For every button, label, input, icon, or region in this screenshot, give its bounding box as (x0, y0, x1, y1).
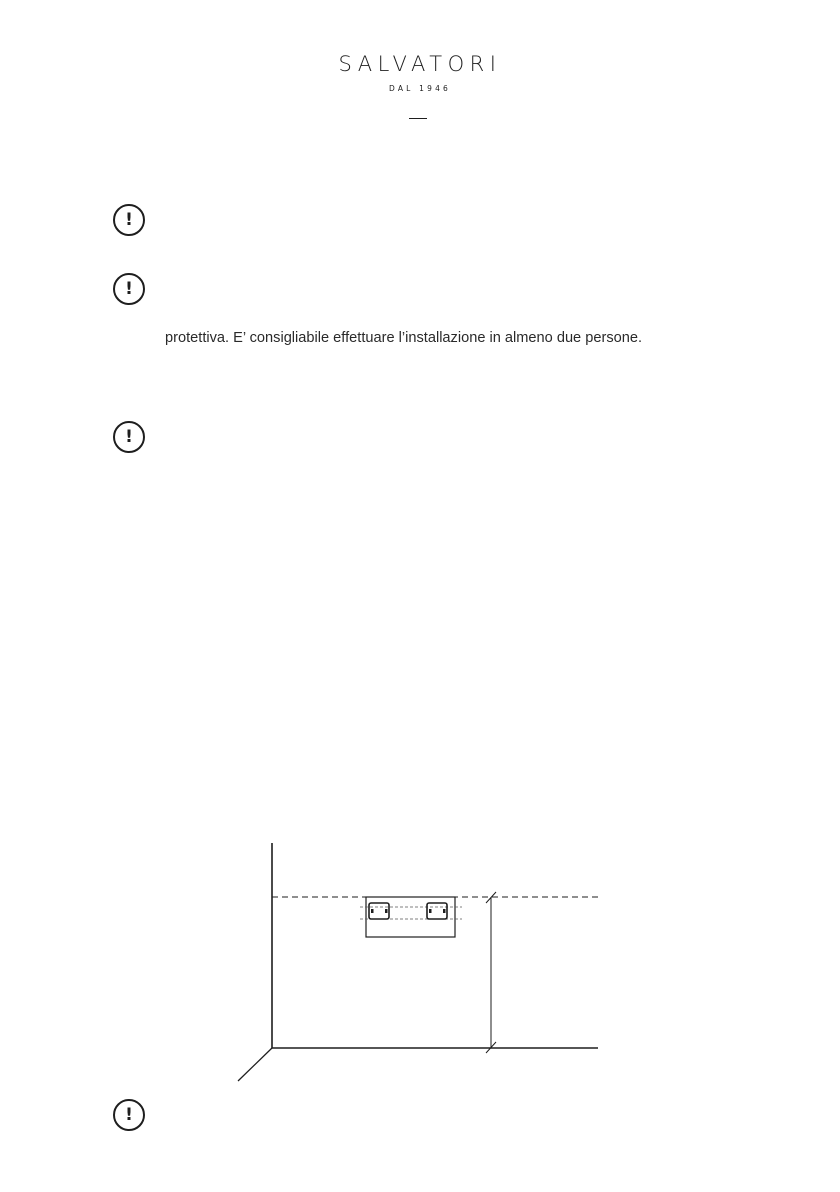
bracket-right-hole (443, 909, 446, 913)
warning-icon-2: ! (113, 273, 145, 305)
warning-icon-4: ! (113, 1099, 145, 1131)
bracket-left-hole (371, 909, 374, 913)
warning-icon-3: ! (113, 421, 145, 453)
floor-diagonal-line (238, 1048, 272, 1081)
warning-icon-1: ! (113, 204, 145, 236)
bracket-left-hole (385, 909, 388, 913)
brand-logo: SALVATORI (338, 52, 502, 76)
brand-tagline: DAL 1946 (388, 84, 452, 93)
bracket-right-hole (429, 909, 432, 913)
installation-note: protettiva. E’ consigliabile effettuare l’installazione in almeno due persone. (165, 330, 643, 346)
